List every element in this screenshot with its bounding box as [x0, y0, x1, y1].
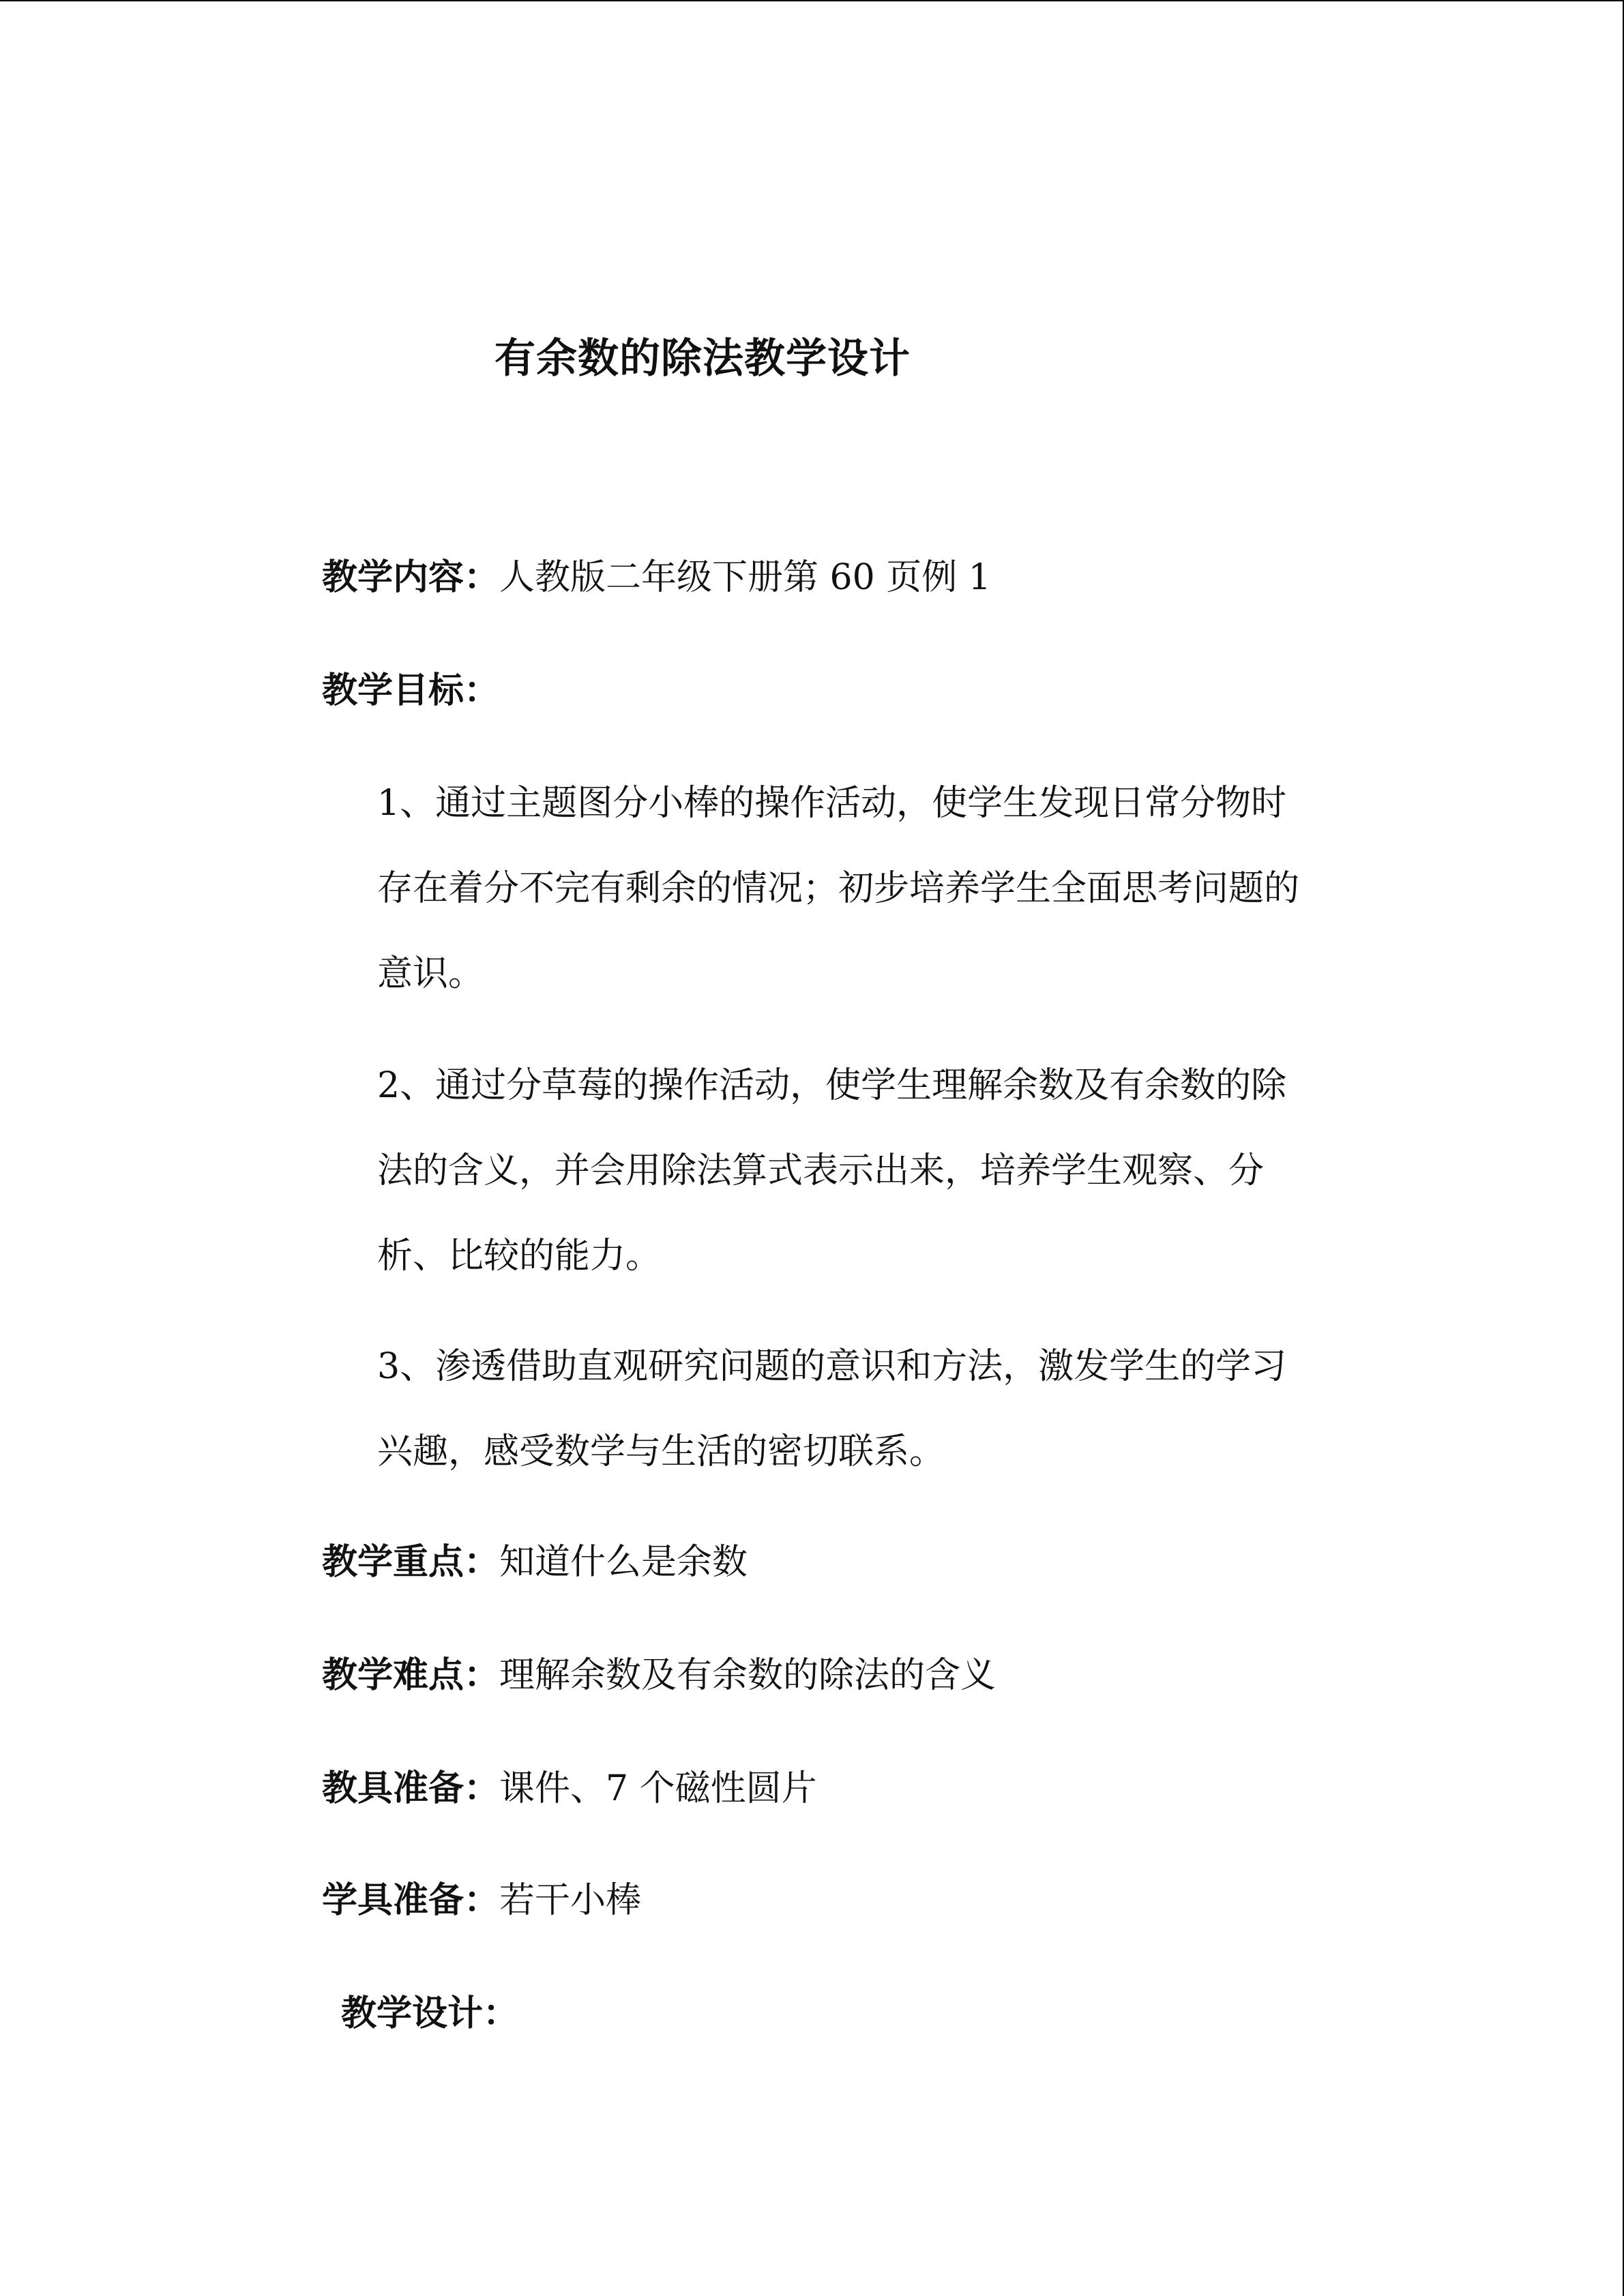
teaching-content: [322, 554, 991, 601]
objective-line: 法的含义，并会用除法算式表示出来，培养学生观察、分: [377, 1150, 1265, 1191]
objective-item-2: [377, 1043, 1387, 1299]
document-title: 有余数的除法教学设计: [494, 335, 911, 383]
difficulty-label: 教学难点：: [322, 1654, 500, 1696]
difficulty: [322, 1652, 996, 1699]
objective-line: 1、通过主题图分小棒的操作活动，使学生发现日常分物时: [377, 783, 1287, 824]
teaching-design-label: 教学设计：: [341, 1993, 519, 2034]
teaching-design: [341, 1990, 518, 2038]
teaching-objectives-header: [322, 667, 499, 715]
objective-line: 析、比较的能力。: [377, 1236, 662, 1277]
student-materials-value: 若干小棒: [499, 1880, 642, 1921]
objective-line: 存在着分不完有剩余的情况；初步培养学生全面思考问题的: [377, 868, 1300, 909]
teaching-objectives-label: 教学目标：: [322, 670, 500, 711]
key-point-label: 教学重点：: [322, 1541, 500, 1583]
objective-item-1: [377, 761, 1387, 1017]
key-point-value: 知道什么是余数: [499, 1542, 748, 1583]
objective-line: 兴趣，感受数学与生活的密切联系。: [377, 1431, 945, 1472]
teacher-materials-value: 课件、7 个磁性圆片: [499, 1768, 817, 1809]
objective-line: 意识。: [377, 953, 484, 994]
objective-line: 2、通过分草莓的操作活动，使学生理解余数及有余数的除: [377, 1065, 1287, 1106]
teacher-materials: [322, 1765, 817, 1813]
student-materials: [322, 1877, 641, 1924]
key-point: [322, 1538, 748, 1586]
objective-item-3: [377, 1324, 1387, 1495]
teaching-content-label: 教学内容：: [322, 556, 500, 598]
teaching-content-value: 人教版二年级下册第 60 页例 1: [499, 557, 991, 598]
teacher-materials-label: 教具准备：: [322, 1768, 500, 1809]
student-materials-label: 学具准备：: [322, 1879, 500, 1921]
objective-line: 3、渗透借助直观研究问题的意识和方法，激发学生的学习: [377, 1346, 1287, 1387]
difficulty-value: 理解余数及有余数的除法的含义: [499, 1655, 996, 1696]
